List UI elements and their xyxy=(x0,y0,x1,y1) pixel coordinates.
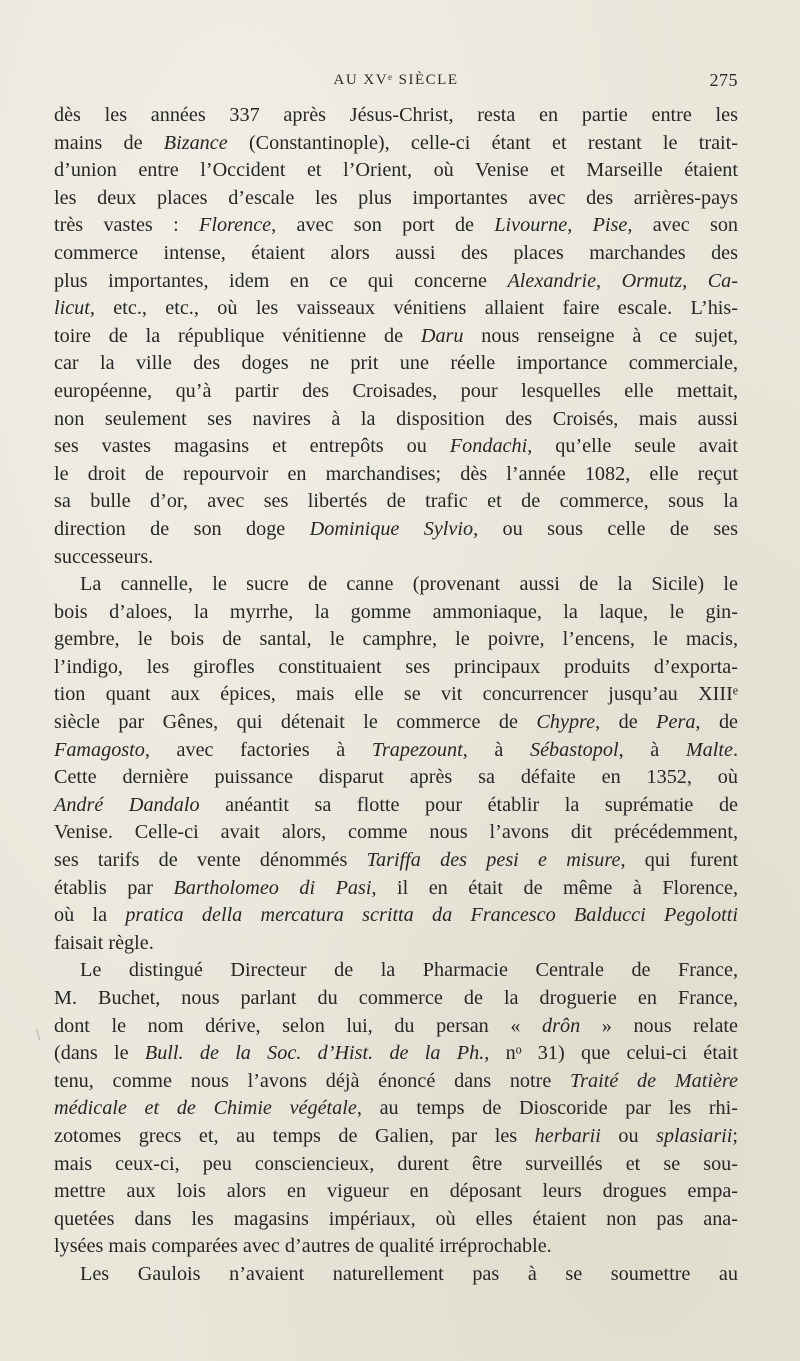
text-line: toire de la république vénitienne de Daru nous renseigne à ce sujet, xyxy=(54,324,738,347)
text-line: mains de Bizance (Constantinople), celle-ci étant et restant le trait- xyxy=(54,131,738,154)
running-title: AU XVᵉ SIÈCLE xyxy=(333,72,459,88)
text-line: établis par Bartholomeo di Pasi, il en était de même à Florence, xyxy=(54,876,738,899)
text-line: siècle par Gênes, qui détenait le commerce de Chypre, de Pera, de xyxy=(54,711,738,734)
text-line: très vastes : Florence, avec son port de Livourne, Pise, avec son xyxy=(54,214,739,237)
text-line: les deux places d’escale les plus importantes avec des arrières-pays xyxy=(54,186,738,209)
text-line: faisait règle. xyxy=(54,931,154,954)
text-line: successeurs. xyxy=(54,545,154,568)
text-line: M. Buchet, nous parlant du commerce de la droguerie en France, xyxy=(54,987,738,1009)
text-line: licut, etc., etc., où les vaisseaux vénitiens allaient faire escale. L’his- xyxy=(54,297,738,320)
text-line: quetées dans les magasins impériaux, où elles étaient non pas ana- xyxy=(54,1207,738,1230)
text-line: gembre, le bois de santal, le camphre, le poivre, l’encens, le macis, xyxy=(54,628,738,651)
text-line: bois d’aloes, la myrrhe, la gomme ammoniaque, la laque, le gin- xyxy=(54,600,738,623)
text-line: mais ceux-ci, peu consciencieux, durent être surveillés et se sou- xyxy=(54,1152,738,1175)
margin-mark: \ xyxy=(36,1028,41,1044)
text-line: sa bulle d’or, avec ses libertés de trafic et de commerce, sous la xyxy=(54,490,738,513)
text-line: Famagosto, avec factories à Trapezount, à Sébastopol, à Malte. xyxy=(54,738,738,761)
text-line: zotomes grecs et, au temps de Galien, par les herbarii ou splasiarii; xyxy=(54,1124,739,1147)
text-line: André Dandalo anéantit sa flotte pour établir la suprématie de xyxy=(54,793,738,816)
text-line: ses tarifs de vente dénommés Tariffa des pesi e misure, qui furent xyxy=(54,849,738,872)
text-line: car la ville des doges ne prit une réelle importance commerciale, xyxy=(54,352,738,375)
text-line: où la pratica della mercatura scritta da Francesco Balducci Pegolotti xyxy=(54,904,738,927)
text-line: Le distingué Directeur de la Pharmacie Centrale de France, xyxy=(80,959,738,982)
text-line: mettre aux lois alors en vigueur en déposant leurs drogues empa- xyxy=(54,1180,738,1203)
text-line: tion quant aux épices, mais elle se vit concurrencer jusqu’au XIIIᵉ xyxy=(54,683,738,706)
text-line: l’indigo, les girofles constituaient ses principaux produits d’exporta- xyxy=(54,655,738,678)
text-line: européenne, qu’à partir des Croisades, pour lesquelles elle mettait, xyxy=(54,379,738,402)
text-line: tenu, comme nous l’avons déjà énoncé dans notre Traité de Matière xyxy=(54,1069,738,1092)
text-line: plus importantes, idem en ce qui concerne Alexandrie, Ormutz, Ca- xyxy=(54,269,738,292)
text-line: ses vastes magasins et entrepôts ou Fondachi, qu’elle seule avait xyxy=(54,435,738,458)
text-line: Venise. Celle-ci avait alors, comme nous l’avons dit précédemment, xyxy=(54,821,738,844)
text-line: lysées mais comparées avec d’autres de qualité irréprochable. xyxy=(54,1235,552,1258)
book-page xyxy=(54,68,738,1289)
text-line: médicale et de Chimie végétale, au temps de Dioscoride par les rhi- xyxy=(54,1097,738,1120)
text-line: non seulement ses navires à la disposition des Croisés, mais aussi xyxy=(54,407,738,430)
text-line: Cette dernière puissance disparut après sa défaite en 1352, où xyxy=(54,766,738,789)
text-line: dont le nom dérive, selon lui, du persan « drôn » nous relate xyxy=(54,1014,738,1037)
text-line: d’union entre l’Occident et l’Orient, où Venise et Marseille étaient xyxy=(54,159,738,182)
running-head xyxy=(54,68,738,102)
text-line: direction de son doge Dominique Sylvio, ou sous celle de ses xyxy=(54,517,738,540)
text-line: La cannelle, le sucre de canne (provenant aussi de la Sicile) le xyxy=(80,573,738,596)
body-text xyxy=(54,102,738,1289)
text-line: le droit de repourvoir en marchandises; dès l’année 1082, elle reçut xyxy=(54,462,738,485)
text-line: Les Gaulois n’avaient naturellement pas à se soumettre au xyxy=(80,1262,738,1285)
page-number: 275 xyxy=(709,70,738,90)
text-line: commerce intense, étaient alors aussi des places marchandes des xyxy=(54,241,738,264)
text-line: (dans le Bull. de la Soc. d’Hist. de la Ph., nᵒ 31) que celui-ci était xyxy=(54,1042,738,1065)
text-line: dès les années 337 après Jésus-Christ, resta en partie entre les xyxy=(54,104,738,126)
